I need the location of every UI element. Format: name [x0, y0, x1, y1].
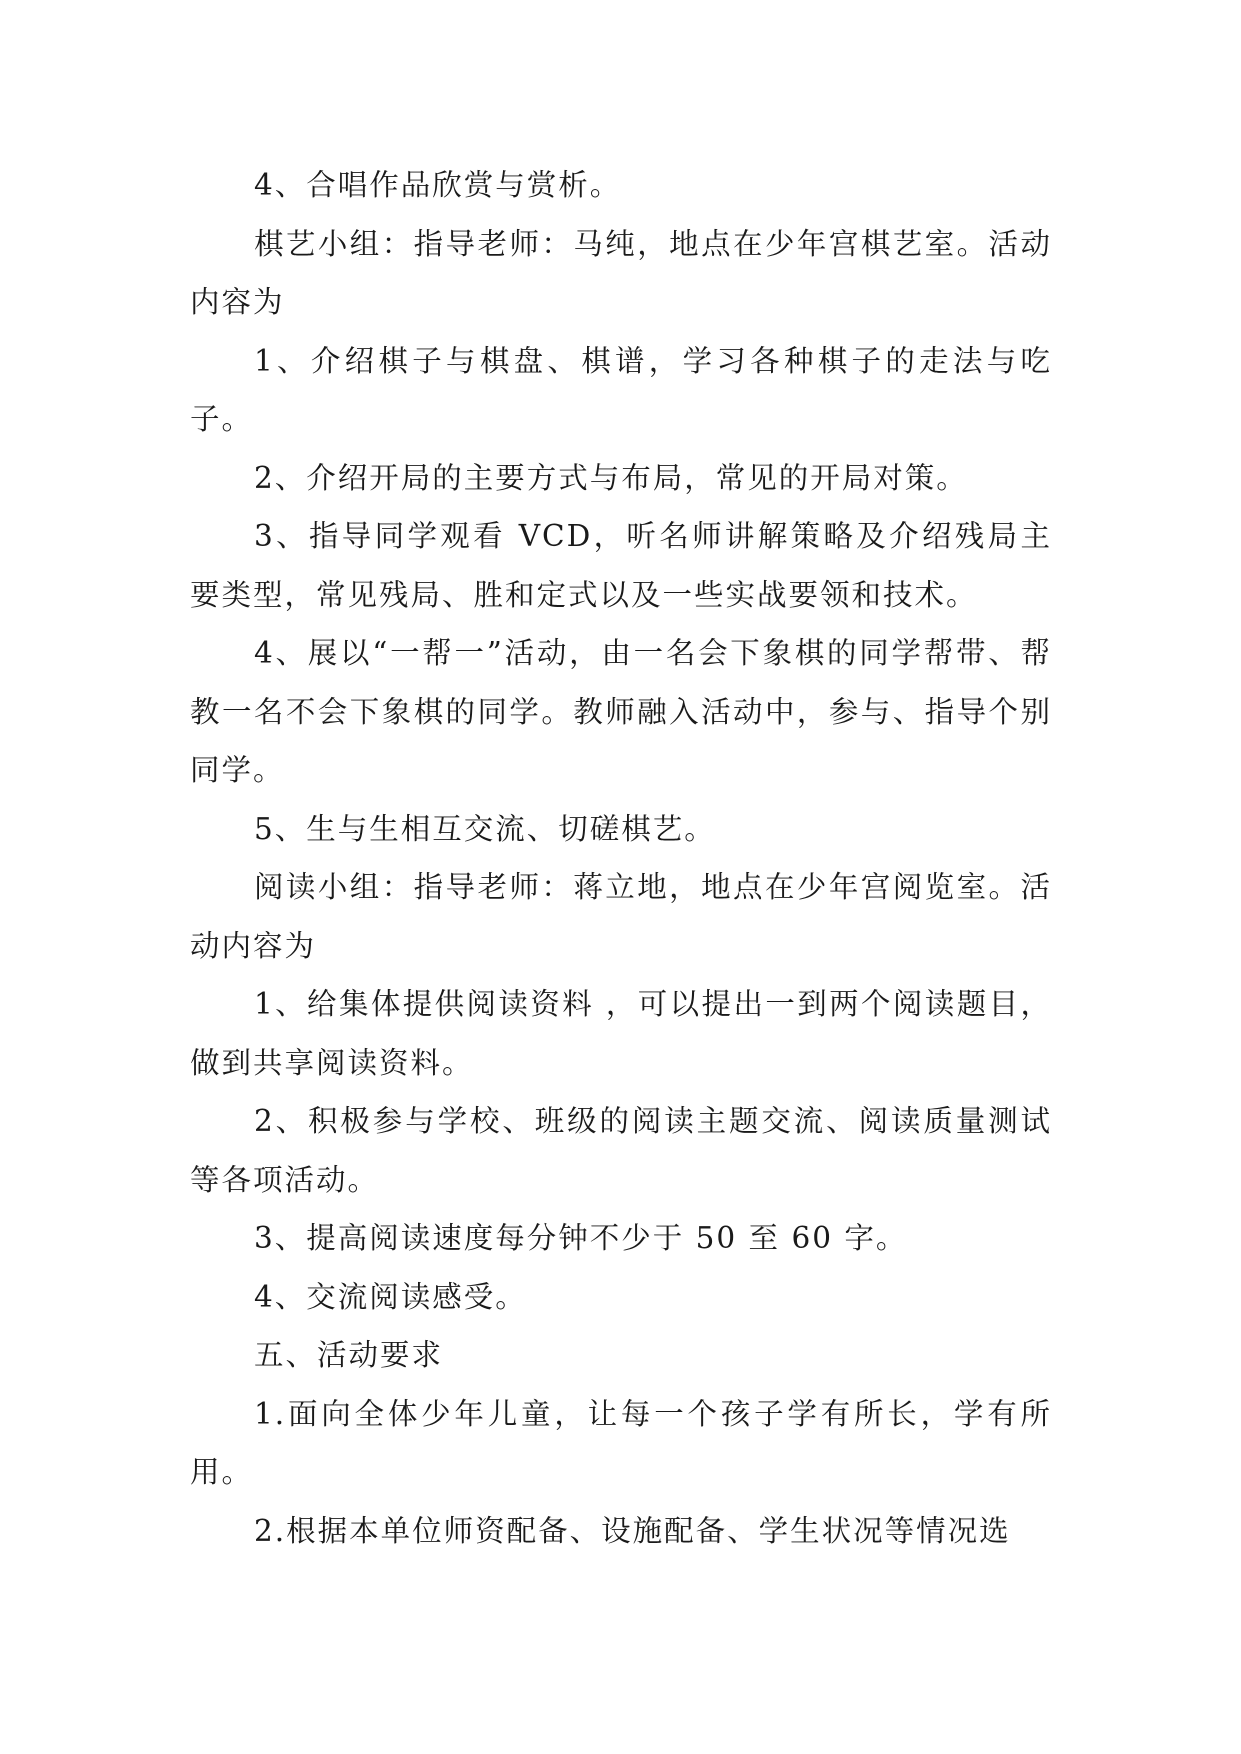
paragraph-chess-item-1: 1、介绍棋子与棋盘、棋谱，学习各种棋子的走法与吃子。 — [190, 343, 1052, 436]
paragraph-chess-item-4: 4、展以“一帮一”活动，由一名会下象棋的同学帮带、帮教一名不会下象棋的同学。教师融入活动中，参与、指导个别同学。 — [190, 636, 1052, 787]
paragraph-reading-item-3: 3、提高阅读速度每分钟不少于 50 至 60 字。 — [254, 1221, 908, 1255]
paragraph-chess-item-5: 5、生与生相互交流、切磋棋艺。 — [254, 811, 716, 846]
paragraph-reading-item-1: 1、给集体提供阅读资料 ，可以提出一到两个阅读题目，做到共享阅读资料。 — [190, 987, 1052, 1080]
paragraph-reading-item-4: 4、交流阅读感受。 — [254, 1279, 527, 1314]
document-body — [190, 156, 1052, 1560]
paragraph-reading-item-2: 2、积极参与学校、班级的阅读主题交流、阅读质量测试等各项活动。 — [190, 1104, 1052, 1197]
paragraph-chess-item-3: 3、指导同学观看 VCD，听名师讲解策略及介绍残局主要类型，常见残局、胜和定式以及一些实战要领和技术。 — [190, 519, 1052, 612]
paragraph-reading-group-intro: 阅读小组：指导老师：蒋立地，地点在少年宫阅览室。活动内容为 — [190, 870, 1052, 963]
paragraph-chess-item-2: 2、介绍开局的主要方式与布局，常见的开局对策。 — [254, 460, 968, 495]
section-heading-requirements: 五、活动要求 — [254, 1338, 444, 1372]
paragraph-choir-item-4: 4、合唱作品欣赏与赏析。 — [254, 168, 622, 202]
paragraph-chess-group-intro: 棋艺小组：指导老师：马纯，地点在少年宫棋艺室。活动内容为 — [190, 226, 1052, 319]
paragraph-requirement-2: 2.根据本单位师资配备、设施配备、学生状况等情况选 — [254, 1513, 1011, 1548]
paragraph-requirement-1: 1.面向全体少年儿童，让每一个孩子学有所长，学有所用。 — [190, 1396, 1052, 1489]
